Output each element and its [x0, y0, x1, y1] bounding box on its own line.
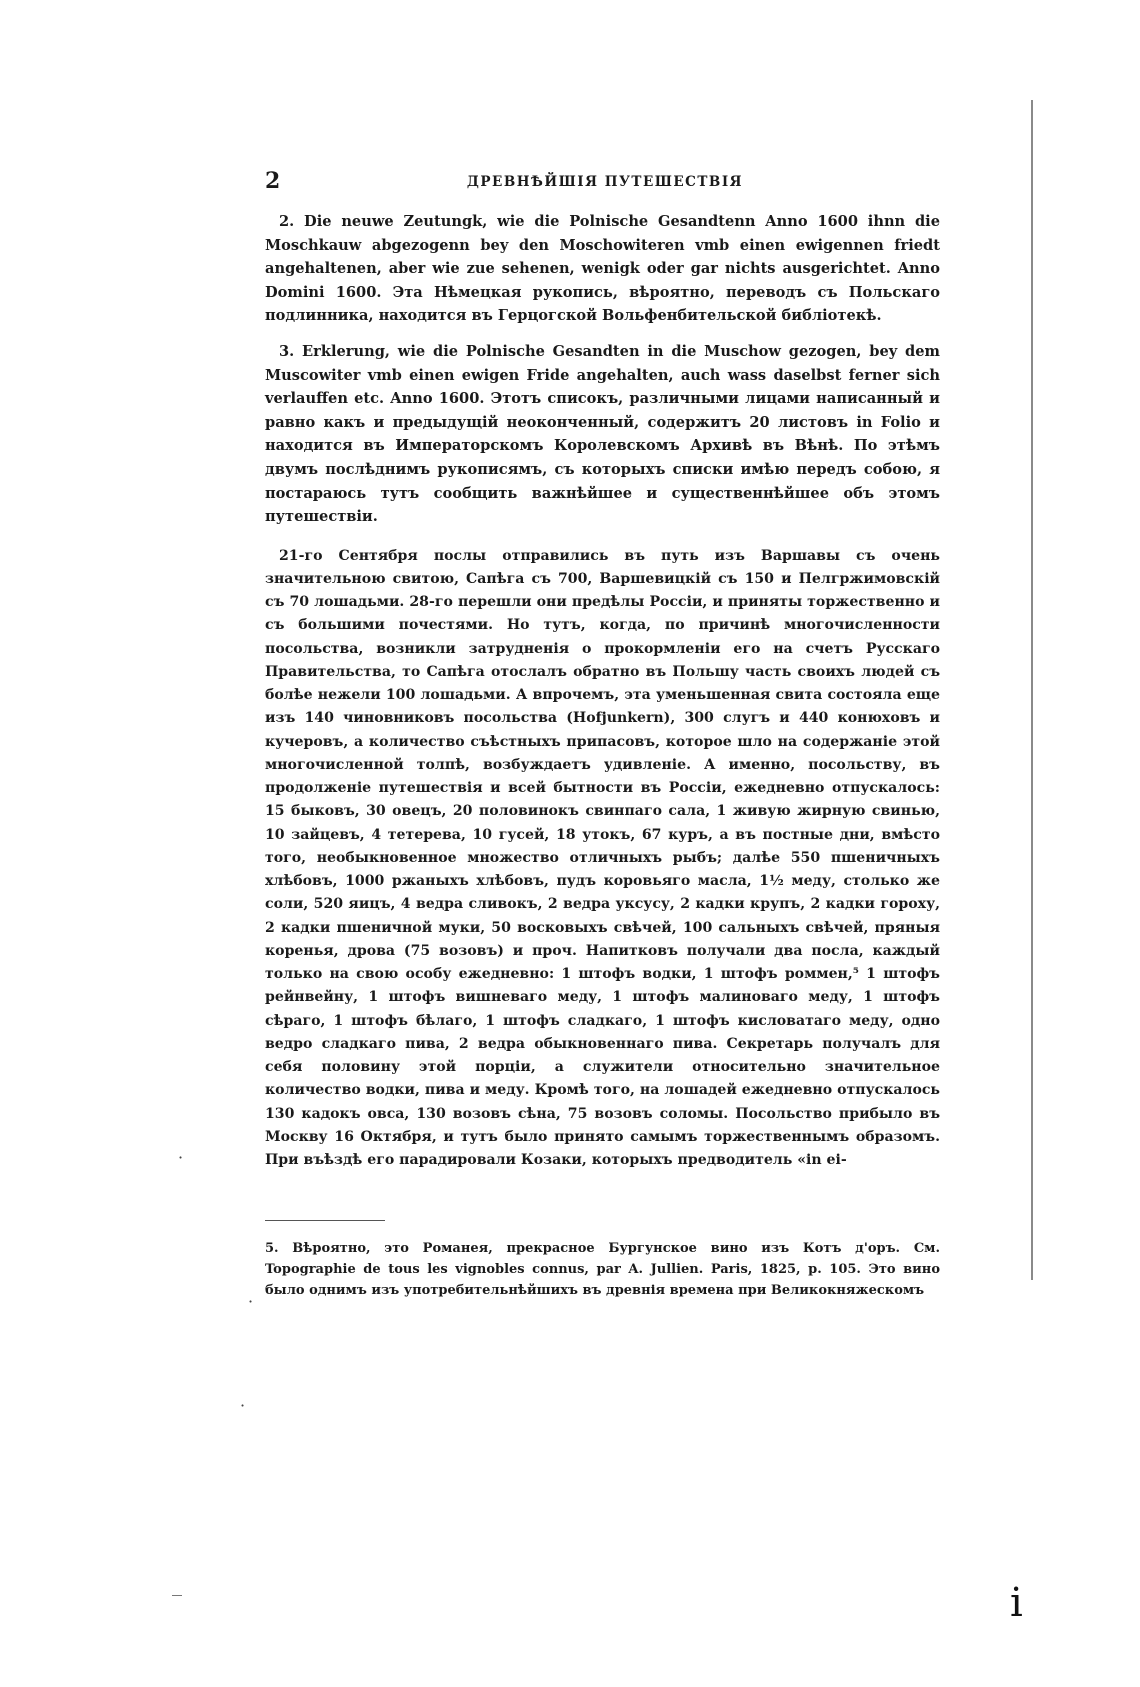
- footnote-separator: [265, 1220, 385, 1221]
- running-title: ДРЕВНѢЙШІЯ ПУТЕШЕСТВІЯ: [466, 174, 744, 190]
- scan-dash-mark: [172, 1595, 182, 1596]
- margin-mark: i: [1010, 1580, 1023, 1626]
- page-header: [265, 168, 945, 198]
- paragraph-3-source-note: 3. Erklerung, wie die Polnische Gesandten in die Muschow gezogen, bey dem Muscowiter vmb einen ewigen Fride angehalten, auch wass daselbst ferner sich verlauffen etc. Anno 1600. Этотъ списокъ, различными лицами написанный и равно какъ и предыдущій неоконченный, содержитъ 20 листовъ in Folio и находится въ Императорскомъ Королевскомъ Архивѣ въ Вѣнѣ. По этѣмъ двумъ послѣднимъ рукописямъ, съ которыхъ списки имѣю передъ собою, я постараюсь тутъ сообщить важнѣйшее и существеннѣйшее объ этомъ путешествіи.: [265, 342, 940, 526]
- paragraph-embassy-journey: 21-го Сентября послы отправились въ путь изъ Варшавы съ очень значительною свитою, Сапѣга съ 700, Варшевицкій съ 150 и Пелгржимовскій съ 70 лошадьми. 28-го перешли они предѣлы Россіи, и приняты торжественно и съ большими почестями. Но тутъ, когда, по причинѣ многочисленности посольства, возникли затрудненія о прокормленіи его на счетъ Русскаго Правительства, то Сапѣга отослалъ обратно въ Польшу часть своихъ людей съ болѣе нежели 100 лошадьми. А впрочемъ, эта уменьшенная свита состояла еще изъ 140 чиновниковъ посольства (Hofjunkern), 300 слугъ и 440 конюховъ и кучеровъ, а количество съѣстныхъ припасовъ, которое шло на содержаніе этой многочисленной толпѣ, возбуждаетъ удивленіе. А именно, посольству, въ продолженіе путешествія и всей бытности въ Россіи, ежедневно отпускалось: 15 быковъ, 30 овецъ, 20 половинокъ свинпаго сала, 1 живую жирную свинью, 10 зайцевъ, 4 тетерева, 10 гусей, 18 утокъ, 67 куръ, а въ постные дни, вмѣсто того, необыкновенное множество отличныхъ рыбъ; далѣе 550 пшеничныхъ хлѣбовъ, 1000 ржаныхъ хлѣбовъ, пудъ коровьяго масла, 1½ меду, столько же соли, 520 яицъ, 4 ведра сливокъ, 2 ведра уксусу, 2 кадки крупъ, 2 кадки гороху, 2 кадки пшеничной муки, 50 восковыхъ свѣчей, 100 сальныхъ свѣчей, пряныя коренья, дрова (75 возовъ) и проч. Напитковъ получали два посла, каждый только на свою особу ежедневно: 1 штофъ водки, 1 штофъ роммен,⁵ 1 штофъ рейнвейну, 1 штофъ вишневаго меду, 1 штофъ малиноваго меду, 1 штофъ сѣраго, 1 штофъ бѣлаго, 1 штофъ сладкаго, 1 штофъ кисловатаго меду, одно ведро сладкаго пива, 2 ведра обыкновеннаго пива. Секретарь получалъ для себя половину этой порціи, а служители относительно значительное количество водки, пива и меду. Кромѣ того, на лошадей ежедневно отпускалось 130 кадокъ овса, 130 возовъ сѣна, 75 возовъ соломы. Посольство прибыло въ Москву 16 Октября, и тутъ было принято самымъ торжественнымъ образомъ. При въѣздѣ его парадировали Козаки, которыхъ предводитель «in ei-: [265, 547, 940, 1169]
- paragraph-2-source-note: 2. Die neuwe Zeutungk, wie die Polnische Gesandtenn Anno 1600 ihnn die Moschkauw abgezogenn bey den Moschowiteren vmb einen ewigennen friedt angehaltenen, aber wie zue sehenen, wenigk oder gar nichts ausgerichtet. Anno Domini 1600. Эта Нѣмецкая рукопись, вѣроятно, переводъ съ Польскаго подлинника, находится въ Герцогской Вольфенбительской библіотекѣ.: [265, 213, 940, 325]
- footnote-5: 5. Вѣроятно, это Романея, прекрасное Бургунское вино изъ Котъ д'оръ. См. Topographie de tous les vignobles connus, par A. Jullien. Paris, 1825, p. 105. Это вино было однимъ изъ употребительнѣйшихъ въ древнія времена при Великокняжескомъ: [265, 1241, 940, 1298]
- body-text: [265, 210, 940, 1172]
- scan-speck: ·: [248, 1292, 254, 1311]
- scan-edge-rule: [1031, 100, 1033, 1280]
- scan-speck: ·: [178, 1148, 184, 1167]
- scan-speck: ·: [240, 1396, 246, 1415]
- page-number: 2: [265, 168, 281, 194]
